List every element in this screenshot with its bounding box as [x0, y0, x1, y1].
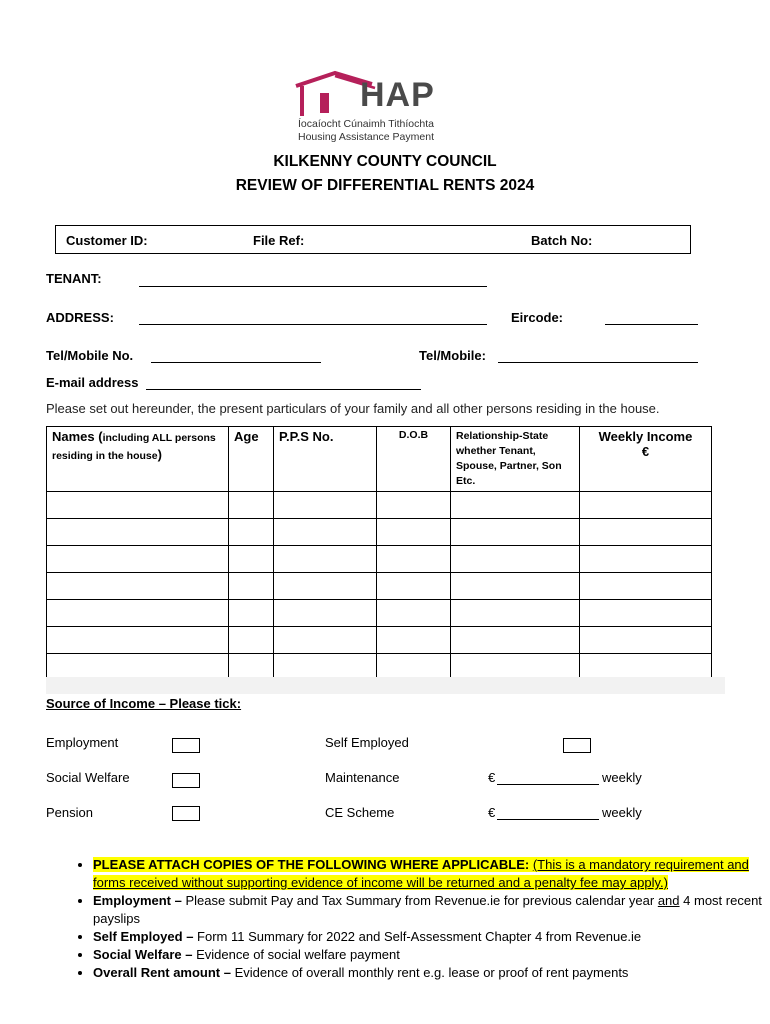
table-row [47, 627, 712, 654]
tel-mobile-2-label: Tel/Mobile: [419, 348, 486, 363]
cell[interactable] [229, 600, 274, 627]
ce-scheme-amount-field[interactable] [497, 805, 599, 820]
cell[interactable] [47, 573, 229, 600]
logo-irish: Íocaíocht Cúnaimh Tithíochta [298, 118, 434, 130]
maintenance-weekly: weekly [602, 770, 642, 785]
hap-logo [290, 68, 490, 148]
table-row [47, 546, 712, 573]
table-row [47, 573, 712, 600]
tel-mobile-label: Tel/Mobile No. [46, 348, 134, 363]
ce-scheme-euro: € [488, 805, 496, 820]
employment-label: Employment [46, 735, 119, 750]
cell[interactable] [451, 546, 580, 573]
cell[interactable] [229, 573, 274, 600]
list-item: • PLEASE ATTACH COPIES OF THE FOLLOWING WHERE APPLICABLE: (This is a mandatory requirement and forms received without supporting evidence of income will be returned and a penalty fee may apply.) [93, 856, 770, 892]
cell[interactable] [229, 546, 274, 573]
table-header-row [47, 427, 712, 492]
income-heading: Source of Income – Please tick: [46, 696, 242, 711]
cell[interactable] [451, 627, 580, 654]
cell[interactable] [377, 546, 451, 573]
cell[interactable] [580, 573, 712, 600]
cell[interactable] [229, 519, 274, 546]
table-row [47, 600, 712, 627]
social-welfare-checkbox[interactable] [172, 773, 200, 788]
cell[interactable] [274, 492, 377, 519]
requirements-list [50, 856, 770, 982]
logo-english: Housing Assistance Payment [298, 131, 434, 143]
cell[interactable] [377, 627, 451, 654]
table-row [47, 519, 712, 546]
cell[interactable] [47, 546, 229, 573]
council-name: KILKENNY COUNTY COUNCIL [273, 153, 497, 170]
address-label: ADDRESS: [46, 310, 114, 325]
file-ref-label: File Ref: [253, 233, 305, 248]
col-names-header: Names (including ALL persons residing in the house) [47, 427, 229, 492]
ce-scheme-label: CE Scheme [325, 805, 395, 820]
eircode-label: Eircode: [511, 310, 564, 325]
col-income-header: Weekly Income € [580, 427, 712, 492]
self-employed-checkbox[interactable] [563, 738, 591, 753]
form-title: REVIEW OF DIFFERENTIAL RENTS 2024 [235, 177, 535, 194]
eircode-field[interactable] [605, 310, 698, 325]
col-pps-header: P.P.S No. [274, 427, 377, 492]
customer-id-label: Customer ID: [66, 233, 148, 248]
cell[interactable] [229, 627, 274, 654]
col-relationship-header: Relationship-State whether Tenant, Spouse, Partner, Son Etc. [451, 427, 580, 492]
cell[interactable] [377, 492, 451, 519]
instruction-text: Please set out hereunder, the present particulars of your family and all other persons residing in the house. [46, 401, 660, 416]
cell[interactable] [229, 492, 274, 519]
cell[interactable] [377, 573, 451, 600]
social-welfare-label: Social Welfare [46, 770, 130, 785]
list-item: • Social Welfare – Evidence of social welfare payment [93, 946, 770, 964]
cell[interactable] [377, 600, 451, 627]
cell[interactable] [47, 627, 229, 654]
cell[interactable] [451, 600, 580, 627]
employment-checkbox[interactable] [172, 738, 200, 753]
list-item: • Overall Rent amount – Evidence of overall monthly rent e.g. lease or proof of rent payments [93, 964, 770, 982]
tenant-label: TENANT: [46, 271, 102, 286]
cell[interactable] [580, 519, 712, 546]
cell[interactable] [377, 519, 451, 546]
table-footer-band [46, 677, 725, 694]
cell[interactable] [274, 519, 377, 546]
cell[interactable] [580, 546, 712, 573]
cell[interactable] [274, 546, 377, 573]
pension-label: Pension [46, 805, 93, 820]
tenant-field[interactable] [139, 272, 487, 287]
table-row [47, 492, 712, 519]
cell[interactable] [580, 600, 712, 627]
maintenance-label: Maintenance [325, 770, 400, 785]
list-item: • Self Employed – Form 11 Summary for 2022 and Self-Assessment Chapter 4 from Revenue.ie [93, 928, 770, 946]
maintenance-euro: € [488, 770, 496, 785]
cell[interactable] [274, 573, 377, 600]
cell[interactable] [451, 573, 580, 600]
batch-no-label: Batch No: [531, 233, 593, 248]
pension-checkbox[interactable] [172, 806, 200, 821]
cell[interactable] [451, 519, 580, 546]
cell[interactable] [451, 492, 580, 519]
cell[interactable] [274, 600, 377, 627]
id-box [55, 225, 691, 254]
cell[interactable] [47, 492, 229, 519]
tel-mobile-field[interactable] [151, 348, 321, 363]
ce-scheme-weekly: weekly [602, 805, 642, 820]
cell[interactable] [580, 492, 712, 519]
tel-mobile-2-field[interactable] [498, 348, 698, 363]
cell[interactable] [580, 627, 712, 654]
cell[interactable] [47, 519, 229, 546]
col-age-header: Age [229, 427, 274, 492]
cell[interactable] [274, 627, 377, 654]
logo-brand: HAP [360, 76, 435, 114]
cell[interactable] [47, 600, 229, 627]
self-employed-label: Self Employed [325, 735, 409, 750]
address-field[interactable] [139, 310, 487, 325]
email-label: E-mail address [46, 375, 139, 390]
list-item: • Employment – Please submit Pay and Tax Summary from Revenue.ie for previous calendar year and 4 most recent payslips [93, 892, 770, 928]
family-table [46, 426, 712, 681]
email-field[interactable] [146, 375, 421, 390]
maintenance-amount-field[interactable] [497, 770, 599, 785]
col-dob-header: D.O.B [377, 427, 451, 492]
